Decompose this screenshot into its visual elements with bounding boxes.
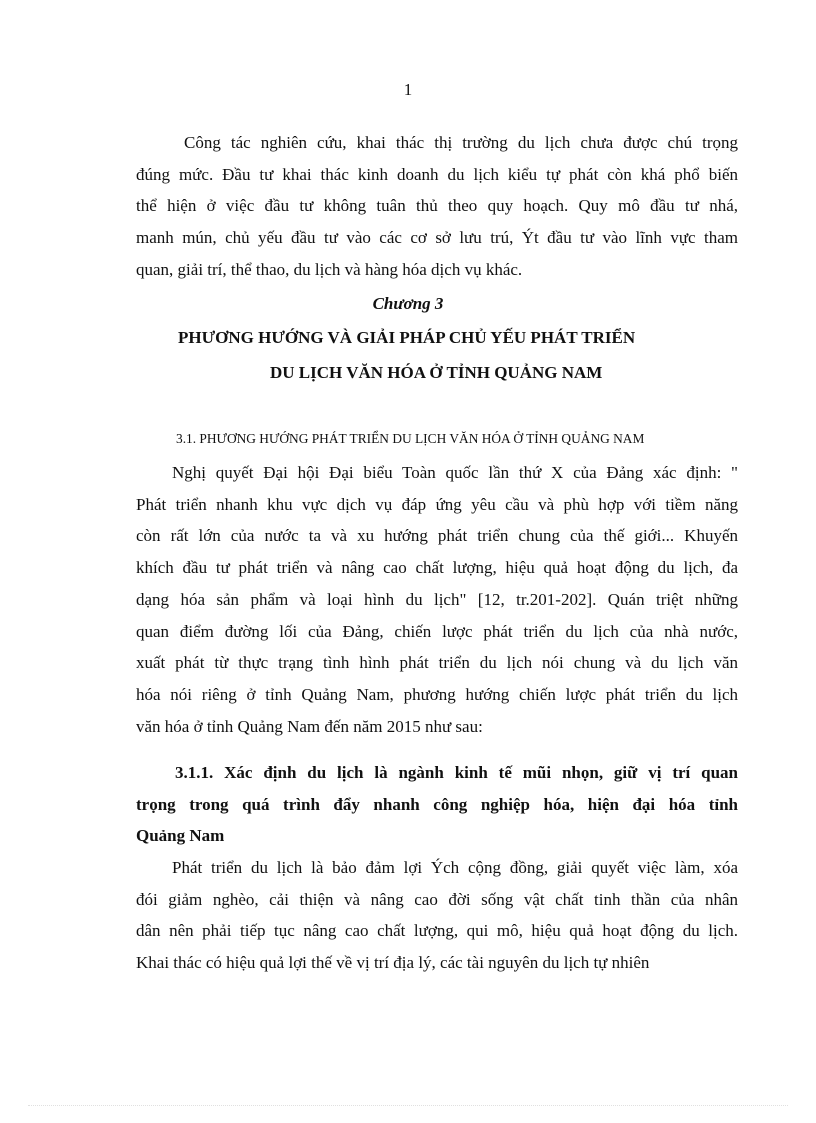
resolution-line: còn rất lớn của nước ta và xu hướng phát triển chung của thế giới... Khuyến: [136, 526, 738, 546]
development-line: đói giảm nghèo, cải thiện và nâng cao đời sống vật chất tinh thần của nhân: [136, 889, 738, 909]
intro-line: manh mún, chủ yếu đầu tư vào các cơ sở lưu trú, Ýt đầu tư vào lĩnh vực tham: [136, 228, 738, 248]
resolution-line: văn hóa ở tỉnh Quảng Nam đến năm 2015 như sau:: [136, 716, 483, 736]
development-line: dân nên phải tiếp tục nâng cao chất lượng, qui mô, hiệu quả hoạt động du lịch.: [136, 921, 738, 941]
development-line: Phát triển du lịch là bảo đảm lợi Ých cộng đồng, giải quyết việc làm, xóa: [172, 858, 738, 877]
development-line: Khai thác có hiệu quả lợi thế về vị trí địa lý, các tài nguyên du lịch tự nhiên: [136, 953, 650, 973]
subsection-heading-line: trọng trong quá trình đẩy nhanh công nghiệp hóa, hiện đại hóa tỉnh: [136, 794, 738, 814]
resolution-line: khích đầu tư phát triển và nâng cao chất lượng, hiệu quả hoạt động du lịch, đa: [136, 558, 738, 578]
resolution-line: quan điểm đường lối của Đảng, chiến lược phát triển du lịch của nhà nước,: [136, 621, 738, 641]
chapter-title-line-2: DU LỊCH VĂN HÓA Ở TỈNH QUẢNG NAM: [270, 363, 603, 382]
intro-line: thể hiện ở việc đầu tư không tuân thủ theo quy hoạch. Quy mô đầu tư nhá,: [136, 196, 738, 216]
section-heading: 3.1. PHƯƠNG HƯỚNG PHÁT TRIỂN DU LỊCH VĂN HÓA Ở TỈNH QUẢNG NAM: [176, 431, 645, 446]
resolution-line: xuất phát từ thực trạng tình hình phát triển du lịch nói chung và du lịch văn: [136, 653, 738, 673]
resolution-line: Nghị quyết Đại hội Đại biểu Toàn quốc lần thứ X của Đảng xác định: ": [172, 463, 738, 482]
chapter-title-line-1: PHƯƠNG HƯỚNG VÀ GIẢI PHÁP CHỦ YẾU PHÁT TRIỂN: [178, 328, 636, 347]
development-paragraph: [136, 852, 738, 979]
page-number: 1: [403, 80, 413, 99]
intro-line: quan, giải trí, thể thao, du lịch và hàng hóa dịch vụ khác.: [136, 259, 523, 279]
intro-paragraph: [136, 127, 738, 286]
subsection-heading-line: 3.1.1. Xác định du lịch là ngành kinh tế mũi nhọn, giữ vị trí quan: [175, 763, 738, 782]
intro-line: Công tác nghiên cứu, khai thác thị trường du lịch chưa được chú trọng: [184, 133, 738, 152]
resolution-line: hóa nói riêng ở tỉnh Quảng Nam, phương hướng chiến lược phát triển du lịch: [136, 684, 738, 704]
resolution-line: Phát triển nhanh khu vực dịch vụ đáp ứng yêu cầu và phù hợp với tiềm năng: [136, 494, 738, 514]
subsection-heading-line: Quảng Nam: [136, 826, 225, 845]
resolution-paragraph: [136, 457, 738, 742]
chapter-label: Chương 3: [372, 294, 444, 313]
intro-line: đúng mức. Đầu tư khai thác kinh doanh du lịch kiểu tự phát còn khá phổ biến: [136, 164, 738, 184]
page-edge-divider: [28, 1105, 788, 1106]
resolution-line: dạng hóa sản phẩm và loại hình du lịch" [12, tr.201-202]. Quán triệt những: [136, 589, 738, 609]
subsection-heading: [136, 757, 738, 852]
